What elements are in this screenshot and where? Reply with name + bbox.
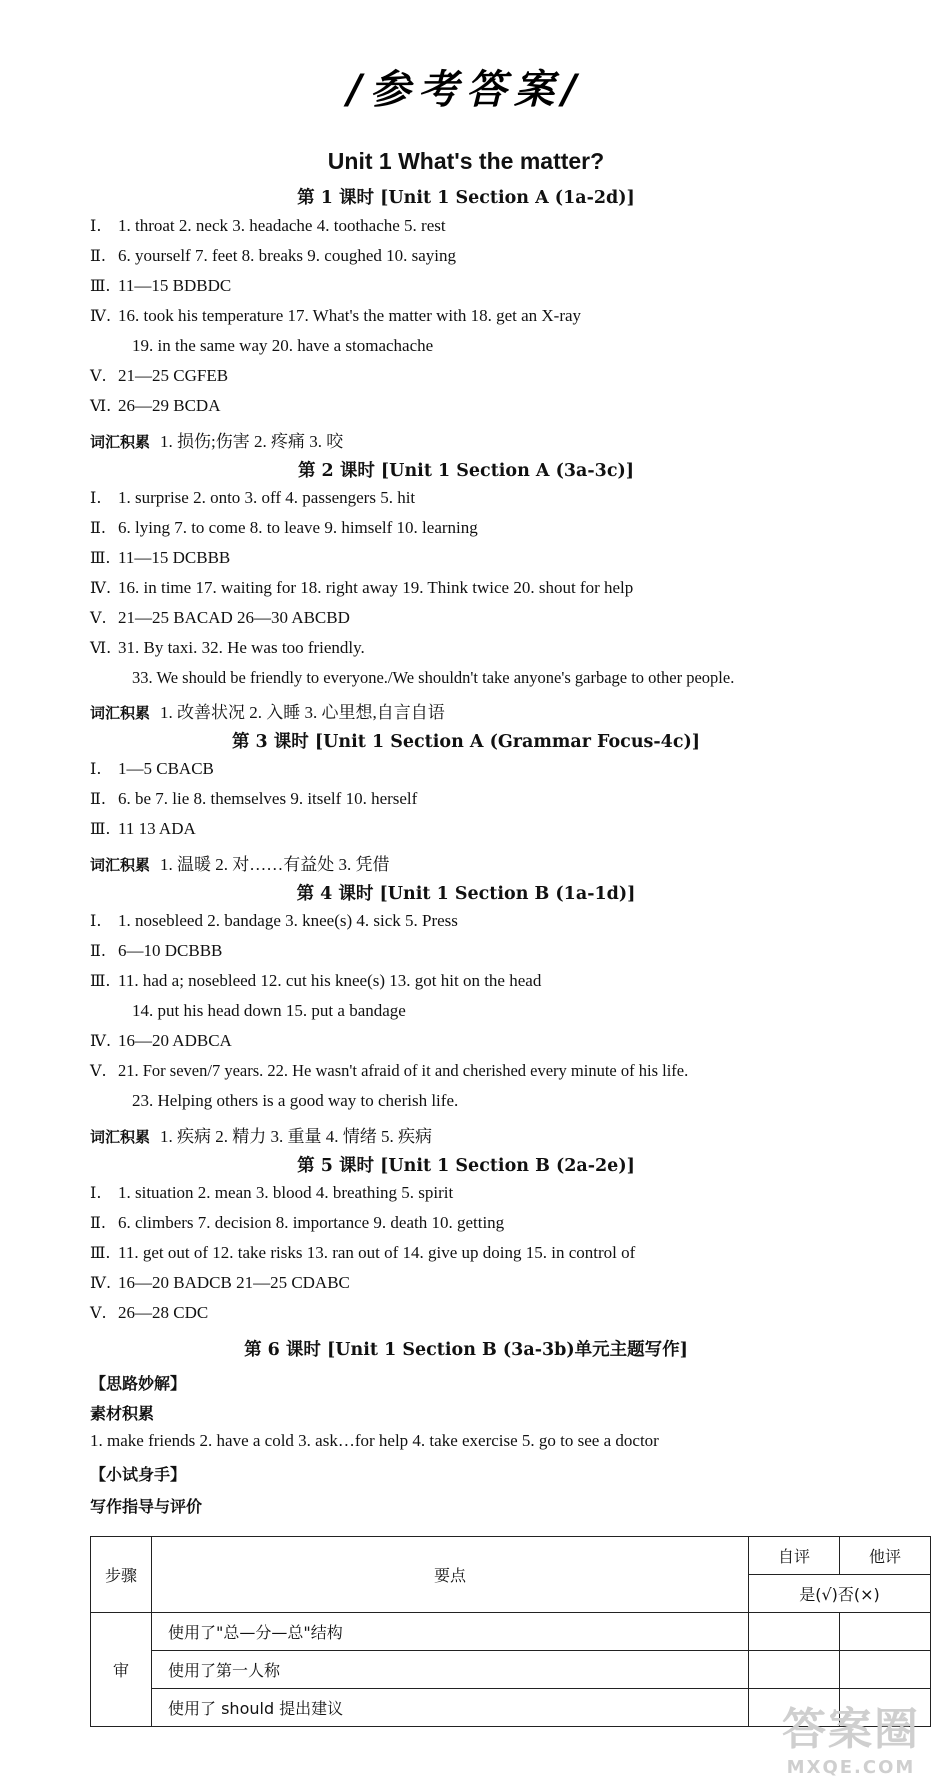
step-cell: 审	[91, 1613, 152, 1727]
answer-line	[132, 336, 433, 356]
answer-text: 6—10 DCBBB	[118, 941, 223, 960]
roman-numeral: Ⅰ.	[90, 759, 102, 778]
lesson-6-title: 第 6 课时 [Unit 1 Section B (3a-3b)单元主题写作]	[244, 1340, 688, 1360]
answer-line	[132, 668, 734, 688]
roman-numeral: Ⅵ.	[90, 638, 112, 657]
lesson-5-title: 第 5 课时 [Unit 1 Section B (2a-2e)]	[297, 1156, 635, 1176]
roman-numeral: Ⅰ.	[90, 1183, 102, 1202]
answer-text: 21. For seven/7 years. 22. He wasn't afraid of it and cherished every minute of his life.	[118, 1061, 689, 1080]
answer-text: 1. nosebleed 2. bandage 3. knee(s) 4. sick 5. Press	[118, 911, 458, 930]
answer-line	[132, 1091, 458, 1111]
lesson-2-title: 第 2 课时 [Unit 1 Section A (3a-3c)]	[297, 461, 635, 481]
material-heading: 素材积累	[90, 1404, 155, 1423]
answer-text: 14. put his head down 15. put a bandage	[132, 1001, 406, 1020]
lesson-4-title: 第 4 课时 [Unit 1 Section B (1a-1d)]	[296, 884, 636, 904]
header-point: 要点	[152, 1537, 749, 1613]
roman-numeral: Ⅲ.	[90, 971, 111, 990]
answer-line	[90, 608, 350, 628]
banner-title: /参考答案/	[347, 67, 585, 113]
answer-line	[90, 246, 456, 266]
header-scale: 是(√)否(×)	[749, 1575, 931, 1613]
answer-text: 26—28 CDC	[118, 1303, 209, 1322]
answer-text: 1. surprise 2. onto 3. off 4. passengers 5. hit	[118, 488, 416, 507]
watermark-logo	[782, 1693, 920, 1778]
answer-line	[90, 971, 541, 991]
point-cell: 使用了"总—分—总"结构	[152, 1613, 749, 1651]
answer-text: 11. had a; nosebleed 12. cut his knee(s) 13. got hit on the head	[118, 971, 542, 990]
other-eval-cell[interactable]	[840, 1613, 931, 1651]
lesson-1-title: 第 1 课时 [Unit 1 Section A (1a-2d)]	[297, 188, 635, 208]
roman-numeral: Ⅲ.	[90, 548, 111, 567]
vocab-line	[90, 1122, 432, 1147]
answer-line	[90, 366, 228, 386]
answer-text: 6. lying 7. to come 8. to leave 9. himself 10. learning	[118, 518, 478, 537]
answer-line	[90, 306, 581, 326]
vocab-text: 1. 损伤;伤害 2. 疼痛 3. 咬	[160, 432, 344, 451]
roman-numeral: Ⅵ.	[90, 396, 112, 415]
answer-line	[90, 518, 478, 538]
roman-numeral: Ⅳ.	[90, 578, 112, 597]
guide-heading: 写作指导与评价	[90, 1497, 203, 1516]
answer-line	[90, 819, 196, 839]
answer-text: 6. climbers 7. decision 8. importance 9. death 10. getting	[118, 1213, 505, 1232]
answer-line	[90, 578, 633, 598]
header-step: 步骤	[91, 1537, 152, 1613]
answer-line	[90, 1213, 504, 1233]
roman-numeral: Ⅲ.	[90, 819, 111, 838]
vocab-text: 1. 温暖 2. 对……有益处 3. 凭借	[160, 855, 390, 874]
self-eval-cell[interactable]	[749, 1651, 840, 1689]
answer-line	[90, 759, 214, 779]
answer-line	[90, 1061, 688, 1081]
material-line: 1. make friends 2. have a cold 3. ask…for help 4. take exercise 5. go to see a doctor	[90, 1431, 659, 1450]
answer-text: 16—20 ADBCA	[118, 1031, 232, 1050]
unit-title: Unit 1 What's the matter?	[327, 148, 605, 174]
answer-line	[132, 1001, 406, 1021]
answer-text: 31. By taxi. 32. He was too friendly.	[118, 638, 365, 657]
answer-line	[90, 1243, 635, 1263]
idea-tag: 【思路妙解】	[90, 1374, 187, 1393]
answer-text: 11 13 ADA	[118, 819, 196, 838]
answer-line	[90, 941, 222, 961]
roman-numeral: Ⅱ.	[90, 789, 106, 808]
roman-numeral: Ⅱ.	[90, 1213, 106, 1232]
roman-numeral: Ⅰ.	[90, 216, 102, 235]
header-self: 自评	[749, 1537, 840, 1575]
vocab-text: 1. 改善状况 2. 入睡 3. 心里想,自言自语	[160, 703, 445, 722]
roman-numeral: Ⅴ.	[90, 366, 107, 385]
vocab-line	[90, 850, 390, 875]
answer-text: 21—25 CGFEB	[118, 366, 229, 385]
answer-line	[90, 276, 231, 296]
roman-numeral: Ⅲ.	[90, 1243, 111, 1262]
answer-text: 16. took his temperature 17. What's the matter with 18. get an X-ray	[118, 306, 582, 325]
roman-numeral: Ⅱ.	[90, 941, 106, 960]
answer-line	[90, 488, 415, 508]
roman-numeral: Ⅰ.	[90, 911, 102, 930]
answer-text: 1—5 CBACB	[118, 759, 214, 778]
answer-text: 6. be 7. lie 8. themselves 9. itself 10. herself	[118, 789, 418, 808]
roman-numeral: Ⅱ.	[90, 518, 106, 537]
roman-numeral: Ⅳ.	[90, 1031, 112, 1050]
answer-line	[90, 911, 458, 931]
answer-text: 11—15 BDBDC	[118, 276, 232, 295]
roman-numeral: Ⅳ.	[90, 306, 112, 325]
other-eval-cell[interactable]	[840, 1651, 931, 1689]
answer-line	[90, 396, 220, 416]
roman-numeral: Ⅱ.	[90, 246, 106, 265]
practice-tag: 【小试身手】	[90, 1465, 187, 1484]
self-eval-cell[interactable]	[749, 1613, 840, 1651]
point-cell: 使用了 should 提出建议	[152, 1689, 749, 1727]
point-cell: 使用了第一人称	[152, 1651, 749, 1689]
vocab-label: 词汇积累	[90, 856, 151, 874]
vocab-text: 1. 疾病 2. 精力 3. 重量 4. 情绪 5. 疾病	[160, 1127, 433, 1146]
answer-text: 16. in time 17. waiting for 18. right away 19. Think twice 20. shout for help	[118, 578, 634, 597]
roman-numeral: Ⅴ.	[90, 1303, 107, 1322]
roman-numeral: Ⅳ.	[90, 1273, 112, 1292]
watermark-url: MXQE.COM	[786, 1757, 916, 1778]
answer-text: 1. situation 2. mean 3. blood 4. breathing 5. spirit	[118, 1183, 454, 1202]
roman-numeral: Ⅴ.	[90, 608, 107, 627]
lesson-3-title: 第 3 课时 [Unit 1 Section A (Grammar Focus-4c)]	[231, 732, 701, 752]
answer-text: 11. get out of 12. take risks 13. ran out of 14. give up doing 15. in control of	[118, 1243, 636, 1262]
answer-line	[90, 1273, 350, 1293]
roman-numeral: Ⅴ.	[90, 1061, 107, 1080]
answer-text: 16—20 BADCB 21—25 CDABC	[118, 1273, 350, 1292]
answer-line	[90, 548, 230, 568]
vocab-label: 词汇积累	[90, 1128, 151, 1146]
vocab-line	[90, 427, 343, 452]
answer-text: 6. yourself 7. feet 8. breaks 9. coughed 10. saying	[118, 246, 457, 265]
answer-line	[90, 638, 365, 658]
answer-line	[90, 1031, 232, 1051]
answer-text: 23. Helping others is a good way to cherish life.	[132, 1091, 459, 1110]
watermark-text: 答案圈	[782, 1704, 920, 1755]
answer-line	[90, 1183, 453, 1203]
roman-numeral: Ⅲ.	[90, 276, 111, 295]
vocab-label: 词汇积累	[90, 433, 151, 451]
answer-text: 21—25 BACAD 26—30 ABCBD	[118, 608, 350, 627]
answer-text: 1. throat 2. neck 3. headache 4. toothache 5. rest	[118, 216, 446, 235]
answer-line	[90, 1303, 208, 1323]
answer-line	[90, 789, 417, 809]
answer-text: 11—15 DCBBB	[118, 548, 231, 567]
answer-text: 19. in the same way 20. have a stomachache	[132, 336, 434, 355]
vocab-label: 词汇积累	[90, 704, 151, 722]
answer-line	[90, 216, 446, 236]
roman-numeral: Ⅰ.	[90, 488, 102, 507]
answer-text: 33. We should be friendly to everyone./We shouldn't take anyone's garbage to other people.	[132, 668, 735, 687]
vocab-line	[90, 698, 445, 723]
header-other: 他评	[840, 1537, 931, 1575]
answer-text: 26—29 BCDA	[118, 396, 221, 415]
